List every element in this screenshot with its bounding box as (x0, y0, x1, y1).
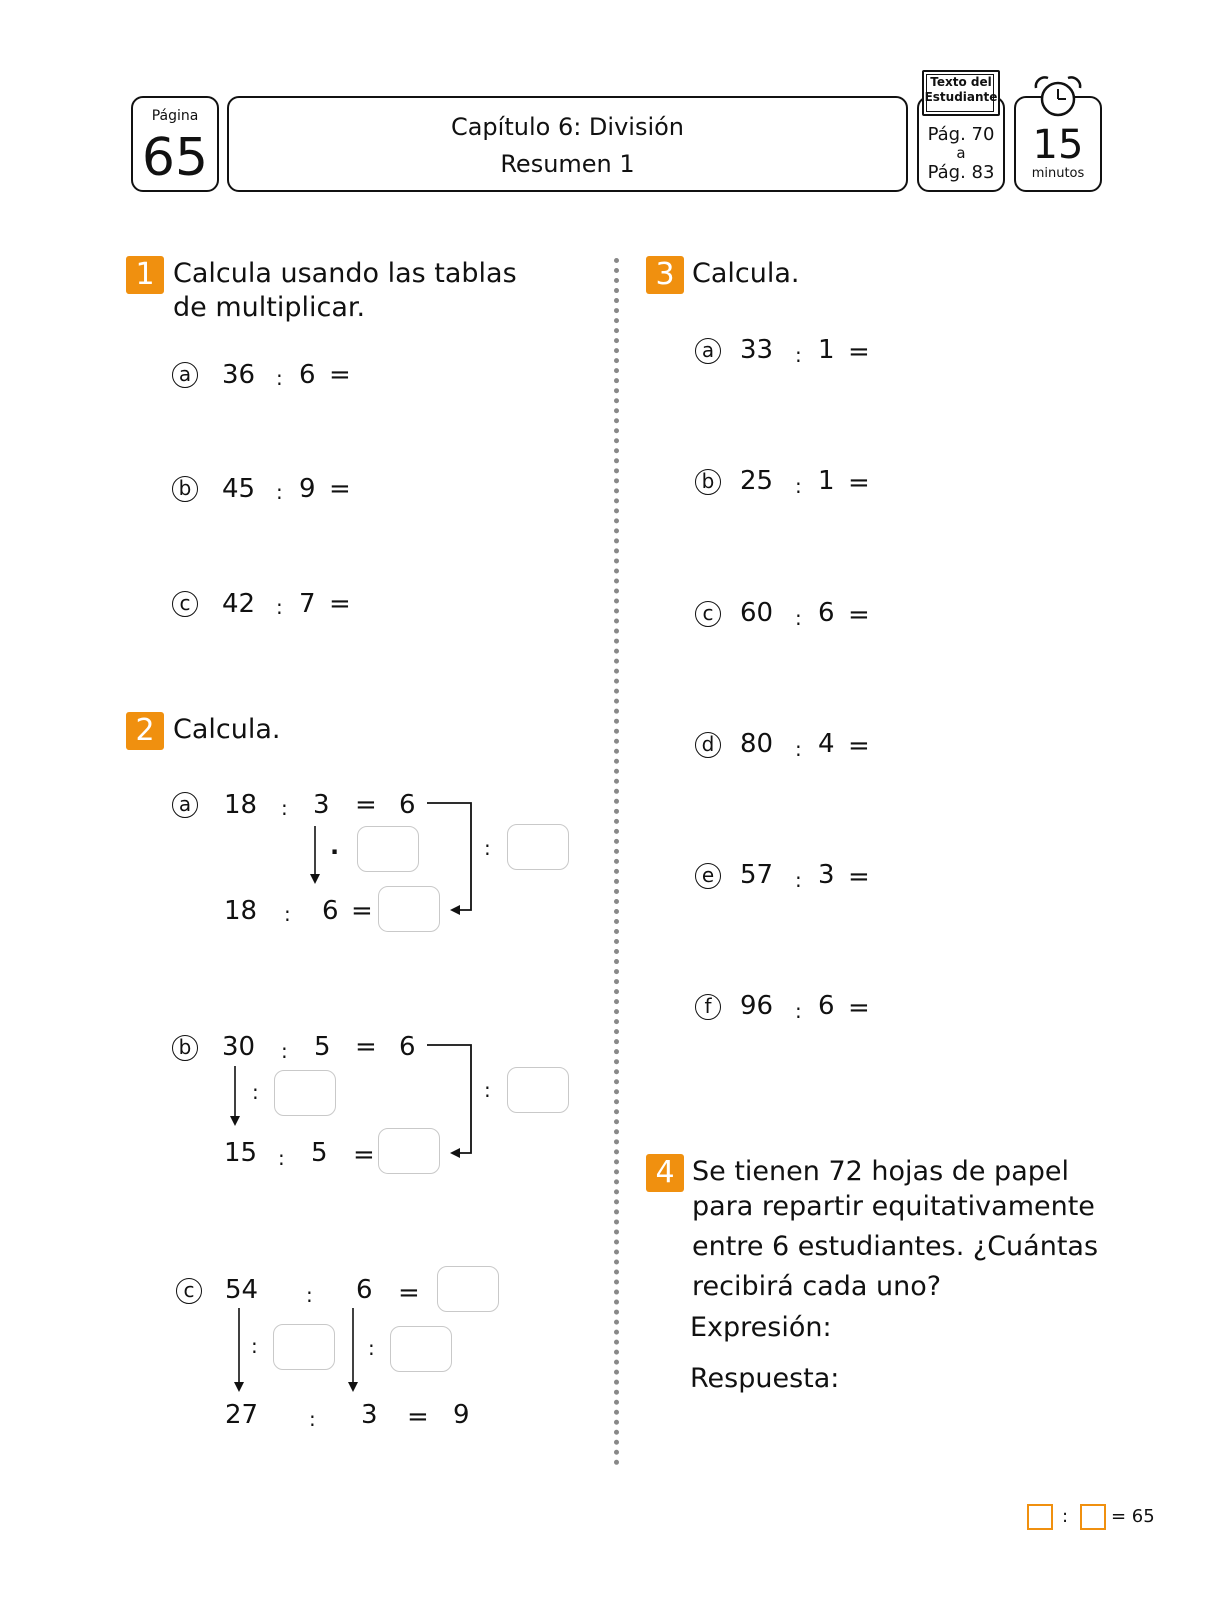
dividend: 36 (222, 360, 256, 390)
division-sign: : (795, 606, 802, 630)
equals-sign: = (329, 474, 351, 504)
number: 5 (311, 1138, 328, 1168)
question-1-text-line1: Calcula usando las tablas (173, 258, 517, 289)
divisor: 1 (818, 466, 835, 496)
equals-sign: = (398, 1278, 420, 1308)
item-letter: c (172, 591, 198, 617)
expression-label: Expresión: (690, 1312, 832, 1343)
page-number: 65 (141, 128, 209, 188)
divisor: 6 (818, 991, 835, 1021)
question-4-text-line4: recibirá cada uno? (692, 1271, 942, 1302)
equals-sign: = (848, 731, 870, 761)
item-letter: a (695, 338, 721, 364)
dividend: 33 (740, 335, 774, 365)
number: 30 (222, 1032, 256, 1062)
footer-box (1027, 1504, 1053, 1530)
divisor: 9 (299, 474, 316, 504)
equals-sign: = (848, 600, 870, 630)
number: 3 (361, 1400, 378, 1430)
divisor: 4 (818, 729, 835, 759)
page-label: Página (151, 108, 199, 124)
footer-colon: : (1062, 1506, 1069, 1527)
pages-from: Pág. 70 (927, 124, 995, 145)
division-sign: : (484, 1078, 491, 1102)
divisor: 1 (818, 335, 835, 365)
question-2-text: Calcula. (173, 714, 281, 745)
bracket-arrow (427, 1045, 471, 1153)
question-2-badge: 2 (126, 712, 164, 750)
divisor: 6 (818, 598, 835, 628)
number: 3 (313, 790, 330, 820)
division-sign: : (795, 737, 802, 761)
question-4-text-line3: entre 6 estudiantes. ¿Cuántas (692, 1231, 1099, 1262)
item-letter: b (172, 476, 198, 502)
dividend: 60 (740, 598, 774, 628)
pages-to: Pág. 83 (927, 162, 995, 183)
equals-sign: = (351, 896, 373, 926)
question-3-text: Calcula. (692, 258, 800, 289)
chapter-subtitle: Resumen 1 (500, 150, 635, 178)
division-sign: : (795, 868, 802, 892)
question-1-text-line2: de multiplicar. (173, 292, 366, 323)
item-letter: e (695, 863, 721, 889)
time-unit: minutos (1031, 166, 1085, 181)
division-sign: : (306, 1283, 313, 1307)
division-sign: : (484, 836, 491, 860)
division-sign: : (276, 366, 283, 390)
divisor: 6 (299, 360, 316, 390)
question-1-badge: 1 (126, 256, 164, 294)
division-sign: : (795, 474, 802, 498)
item-letter: d (695, 732, 721, 758)
textbook-label-1: Texto del (930, 75, 992, 89)
dividend: 96 (740, 991, 774, 1021)
division-sign: : (281, 1039, 288, 1063)
question-4-text-line1: Se tienen 72 hojas de papel (692, 1156, 1069, 1187)
item-letter: c (176, 1278, 202, 1304)
number: 9 (453, 1400, 470, 1430)
division-sign: : (276, 480, 283, 504)
pages-to-word: a (956, 144, 966, 162)
equals-sign: = (848, 468, 870, 498)
question-4-text-line2: para repartir equitativamente (692, 1191, 1095, 1222)
item-letter: b (172, 1035, 198, 1061)
division-sign: : (251, 1334, 258, 1358)
dividend: 25 (740, 466, 774, 496)
footer-box (1080, 1504, 1106, 1530)
dividend: 80 (740, 729, 774, 759)
number: 6 (322, 896, 339, 926)
item-letter: a (172, 362, 198, 388)
number: 15 (224, 1138, 258, 1168)
multiply-sign: · (330, 838, 340, 866)
division-sign: : (368, 1336, 375, 1360)
equals-sign: = (329, 589, 351, 619)
division-sign: : (284, 902, 291, 926)
number: 27 (225, 1400, 259, 1430)
division-sign: : (795, 999, 802, 1023)
number: 5 (314, 1032, 331, 1062)
chapter-title: Capítulo 6: División (450, 113, 685, 141)
divisor: 3 (818, 860, 835, 890)
bracket-arrow (427, 803, 471, 910)
dividend: 45 (222, 474, 256, 504)
question-4-badge: 4 (646, 1154, 684, 1192)
equals-sign: = (329, 360, 351, 390)
equals-sign: = (355, 1032, 377, 1062)
footer-equals: = 65 (1111, 1506, 1155, 1527)
division-sign: : (281, 796, 288, 820)
answer-label: Respuesta: (690, 1363, 840, 1394)
time-value: 15 (1032, 122, 1084, 168)
item-letter: a (172, 792, 198, 818)
question-3-badge: 3 (646, 256, 684, 294)
number: 6 (399, 1032, 416, 1062)
equals-sign: = (353, 1140, 375, 1170)
division-sign: : (276, 595, 283, 619)
dividend: 42 (222, 589, 256, 619)
equals-sign: = (848, 337, 870, 367)
number: 18 (224, 896, 258, 926)
equals-sign: = (355, 790, 377, 820)
dividend: 57 (740, 860, 774, 890)
number: 18 (224, 790, 258, 820)
number: 6 (356, 1275, 373, 1305)
item-letter: c (695, 601, 721, 627)
item-letter: f (695, 994, 721, 1020)
item-letter: b (695, 469, 721, 495)
division-sign: : (795, 343, 802, 367)
divisor: 7 (299, 589, 316, 619)
equals-sign: = (407, 1402, 429, 1432)
number: 54 (225, 1275, 259, 1305)
division-sign: : (309, 1407, 316, 1431)
equals-sign: = (848, 993, 870, 1023)
equals-sign: = (848, 862, 870, 892)
number: 6 (399, 790, 416, 820)
division-sign: : (252, 1080, 259, 1104)
textbook-label-2: Estudiante (924, 90, 998, 104)
division-sign: : (278, 1146, 285, 1170)
